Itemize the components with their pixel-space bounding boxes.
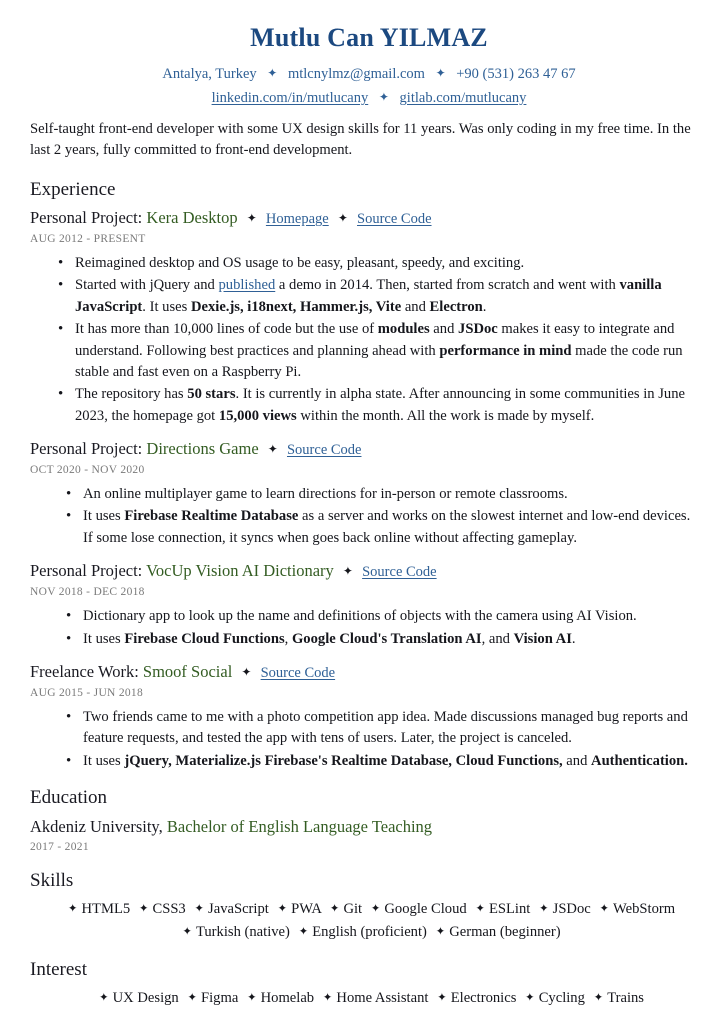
list-item: • An online multiplayer game to learn directions for in-person or remote classrooms. bbox=[64, 484, 708, 505]
diamond-bullet-icon: ✦ bbox=[329, 903, 340, 916]
skill-tag: Google Cloud bbox=[384, 901, 467, 918]
diamond-bullet-icon: ✦ bbox=[370, 903, 381, 916]
phone-text[interactable]: +90 (531) 263 47 67 bbox=[456, 65, 576, 82]
entry-title bbox=[30, 662, 708, 683]
skill-tag: Turkish (native) bbox=[195, 924, 290, 940]
diamond-bullet-icon: ✦ bbox=[194, 903, 205, 916]
section-heading-skills: Skills bbox=[30, 870, 74, 892]
source-code-link[interactable]: Source Code bbox=[357, 211, 432, 228]
entry-date: OCT 2020 - NOV 2020 bbox=[30, 463, 145, 476]
entry-role-prefix: Personal Project: bbox=[30, 439, 143, 459]
summary-paragraph: Self-taught front-end developer with some UX design skills for 11 years. Was only coding in my free time. In the last 2 years, fully committed to front-end development. bbox=[30, 120, 691, 159]
source-code-link[interactable]: Source Code bbox=[286, 442, 362, 459]
diamond-bullet-icon: ✦ bbox=[525, 991, 535, 1004]
diamond-separator-icon: ✦ bbox=[337, 211, 348, 226]
list-item: • Two friends came to me with a photo competition app idea. Made discussions managed bug reports and feature requests, and tested the app with tens of users. Later, the project is canceled. bbox=[64, 707, 708, 750]
skill-tag: WebStorm bbox=[613, 901, 676, 918]
entry-role-prefix: Freelance Work: bbox=[30, 661, 139, 681]
interest-tag: Home Assistant bbox=[336, 989, 429, 1006]
skill-tag: English (proficient) bbox=[312, 924, 427, 940]
skill-tag: JavaScript bbox=[208, 901, 269, 918]
diamond-separator-icon: ✦ bbox=[342, 564, 353, 579]
education-entry bbox=[30, 816, 708, 856]
list-item: • It uses Firebase Realtime Database as a server and works on the slowest internet and low-end devices. If some lose connection, it syncs when goes back online without affecting gameplay. bbox=[64, 506, 708, 549]
linkedin-link[interactable]: linkedin.com/in/mutlucany bbox=[211, 90, 369, 107]
interest-tag: Homelab bbox=[260, 989, 315, 1006]
homepage-link[interactable]: Homepage bbox=[265, 211, 329, 228]
experience-entry bbox=[30, 662, 708, 772]
experience-entry bbox=[30, 439, 708, 549]
entry-organization: VocUp Vision AI Dictionary bbox=[146, 561, 334, 581]
list-item: • Started with jQuery and published a demo in 2014. Then, started from scratch and went with vanilla JavaScript. It uses Dexie.js, i18next, Hammer.js, Vite and Electron. bbox=[56, 275, 708, 318]
entry-bullet-list bbox=[30, 253, 708, 428]
degree-name: Bachelor of English Language Teaching bbox=[166, 816, 433, 836]
entry-role-prefix: Personal Project: bbox=[30, 208, 143, 228]
entry-role-prefix: Personal Project: bbox=[30, 561, 143, 581]
diamond-bullet-icon: ✦ bbox=[599, 903, 610, 916]
list-item: • The repository has 50 stars. It is currently in alpha state. After announcing in some communities in June 2023, the homepage got 15,000 views within the month. All the work is made by myself. bbox=[56, 384, 708, 427]
entry-organization: Smoof Social bbox=[142, 661, 233, 681]
entry-bullet-list bbox=[30, 707, 708, 772]
interest-tag: Figma bbox=[201, 989, 239, 1006]
diamond-bullet-icon: ✦ bbox=[138, 903, 149, 916]
published-link[interactable]: published bbox=[218, 277, 276, 294]
gitlab-link[interactable]: gitlab.com/mutlucany bbox=[399, 90, 527, 107]
education-line bbox=[30, 816, 708, 837]
skill-tag: CSS3 bbox=[152, 901, 186, 918]
list-item: • Dictionary app to look up the name and definitions of objects with the camera using AI Vision. bbox=[64, 606, 708, 627]
entry-title bbox=[30, 208, 708, 229]
entry-title bbox=[30, 561, 708, 582]
entry-date: AUG 2015 - JUN 2018 bbox=[30, 686, 144, 699]
experience-entry bbox=[30, 208, 708, 427]
entry-date: AUG 2012 - PRESENT bbox=[30, 232, 146, 245]
skill-tag: Git bbox=[343, 901, 363, 918]
page-title: Mutlu Can YILMAZ bbox=[250, 23, 488, 52]
section-heading-interest: Interest bbox=[30, 958, 87, 980]
skill-tag: JSDoc bbox=[552, 901, 591, 918]
diamond-bullet-icon: ✦ bbox=[67, 903, 78, 916]
skill-tag: ESLint bbox=[488, 901, 531, 918]
skills-row-technical bbox=[30, 899, 708, 921]
interest-tag: UX Design bbox=[112, 989, 179, 1006]
contact-line-links bbox=[30, 87, 708, 109]
diamond-separator-icon: ✦ bbox=[435, 65, 446, 80]
entry-date: NOV 2018 - DEC 2018 bbox=[30, 585, 145, 598]
diamond-bullet-icon: ✦ bbox=[246, 991, 257, 1004]
diamond-bullet-icon: ✦ bbox=[475, 903, 485, 916]
diamond-bullet-icon: ✦ bbox=[437, 991, 447, 1004]
list-item: • Reimagined desktop and OS usage to be easy, pleasant, speedy, and exciting. bbox=[56, 253, 708, 274]
diamond-bullet-icon: ✦ bbox=[593, 991, 604, 1004]
diamond-separator-icon: ✦ bbox=[241, 664, 252, 679]
entry-bullet-list bbox=[30, 606, 708, 650]
interest-tag: Electronics bbox=[450, 989, 517, 1006]
diamond-separator-icon: ✦ bbox=[246, 211, 257, 226]
experience-entry bbox=[30, 561, 708, 650]
entry-organization: Kera Desktop bbox=[146, 208, 238, 228]
list-item: • It uses Firebase Cloud Functions, Google Cloud's Translation AI, and Vision AI. bbox=[64, 629, 708, 650]
diamond-bullet-icon: ✦ bbox=[322, 991, 333, 1004]
diamond-bullet-icon: ✦ bbox=[539, 903, 549, 916]
source-code-link[interactable]: Source Code bbox=[260, 664, 336, 681]
interest-tag: Cycling bbox=[538, 989, 585, 1006]
list-item: • It uses jQuery, Materialize.js Firebase's Realtime Database, Cloud Functions, and Authentication. bbox=[64, 751, 708, 772]
skill-tag: HTML5 bbox=[81, 901, 131, 918]
school-name: Akdeniz University, bbox=[30, 816, 163, 836]
diamond-bullet-icon: ✦ bbox=[298, 926, 309, 938]
diamond-bullet-icon: ✦ bbox=[277, 903, 288, 916]
interest-row bbox=[30, 988, 708, 1010]
entry-title bbox=[30, 439, 708, 460]
list-item: • It has more than 10,000 lines of code but the use of modules and JSDoc makes it easy to integrate and understand. Following best practices and planning ahead with performance in mind made the code run stable and fast even on a Raspberry Pi. bbox=[56, 319, 708, 383]
skill-tag: German (beginner) bbox=[449, 924, 561, 940]
entry-organization: Directions Game bbox=[146, 439, 259, 459]
skill-tag: PWA bbox=[291, 901, 322, 918]
diamond-bullet-icon: ✦ bbox=[187, 991, 198, 1004]
skills-row-languages bbox=[30, 922, 708, 944]
diamond-separator-icon: ✦ bbox=[378, 90, 389, 105]
diamond-bullet-icon: ✦ bbox=[182, 926, 192, 938]
email-text[interactable]: mtlcnylmz@gmail.com bbox=[287, 65, 425, 82]
entry-date: 2017 - 2021 bbox=[30, 841, 89, 854]
diamond-separator-icon: ✦ bbox=[267, 442, 278, 457]
section-heading-experience: Experience bbox=[30, 179, 116, 201]
source-code-link[interactable]: Source Code bbox=[362, 564, 437, 581]
entry-bullet-list bbox=[30, 484, 708, 549]
diamond-bullet-icon: ✦ bbox=[99, 991, 109, 1004]
location-text: Antalya, Turkey bbox=[162, 65, 257, 82]
section-heading-education: Education bbox=[30, 786, 108, 808]
interest-tag: Trains bbox=[607, 989, 644, 1006]
diamond-bullet-icon: ✦ bbox=[435, 926, 446, 938]
contact-line-primary bbox=[30, 63, 708, 85]
diamond-separator-icon: ✦ bbox=[267, 65, 278, 80]
